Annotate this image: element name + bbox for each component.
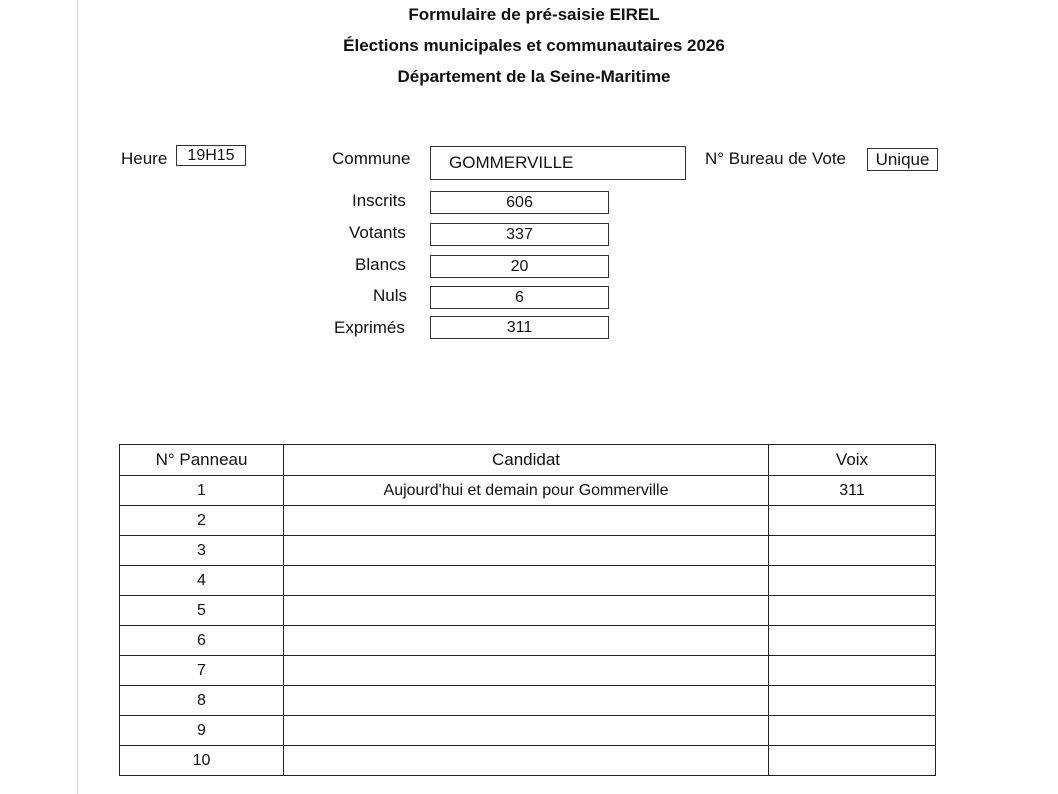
voix-cell[interactable]	[769, 686, 936, 716]
bureau-field[interactable]: Unique	[867, 148, 938, 171]
voix-cell[interactable]	[769, 656, 936, 686]
exprimes-label: Exprimés	[334, 318, 405, 337]
voix-cell[interactable]	[769, 566, 936, 596]
table-row	[120, 716, 936, 746]
panneau-cell: 4	[120, 566, 284, 596]
candidat-cell[interactable]	[284, 506, 769, 536]
panneau-cell: 1	[120, 476, 284, 506]
commune-label: Commune	[332, 149, 411, 168]
table-row	[120, 656, 936, 686]
inscrits-label: Inscrits	[352, 191, 406, 210]
candidat-cell[interactable]	[284, 716, 769, 746]
heure-label: Heure	[121, 149, 168, 168]
form-title: Formulaire de pré-saisie EIREL	[408, 5, 660, 24]
table-header-row	[120, 445, 936, 476]
candidat-cell[interactable]	[284, 566, 769, 596]
table-row	[120, 506, 936, 536]
results-table	[119, 444, 936, 776]
candidat-cell[interactable]	[284, 746, 769, 776]
header-panneau: N° Panneau	[120, 445, 284, 476]
panneau-cell: 7	[120, 656, 284, 686]
table-row	[120, 596, 936, 626]
panneau-cell: 3	[120, 536, 284, 566]
candidat-cell[interactable]	[284, 626, 769, 656]
election-title: Élections municipales et communautaires 2026	[343, 36, 725, 55]
candidat-cell[interactable]	[284, 686, 769, 716]
department-title: Département de la Seine-Maritime	[397, 67, 671, 86]
voix-cell[interactable]	[769, 536, 936, 566]
blancs-label: Blancs	[355, 255, 407, 274]
table-row	[120, 686, 936, 716]
voix-cell[interactable]	[769, 506, 936, 536]
voix-cell[interactable]	[769, 746, 936, 776]
votants-field[interactable]: 337	[430, 223, 609, 246]
candidat-cell[interactable]: Aujourd'hui et demain pour Gommerville	[284, 476, 769, 506]
commune-field[interactable]: GOMMERVILLE	[430, 146, 686, 180]
heure-field[interactable]: 19H15	[176, 145, 246, 166]
header-candidat: Candidat	[284, 445, 769, 476]
table-row	[120, 626, 936, 656]
panneau-cell: 2	[120, 506, 284, 536]
voix-cell[interactable]	[769, 716, 936, 746]
panneau-cell: 8	[120, 686, 284, 716]
votants-label: Votants	[349, 223, 406, 242]
panneau-cell: 5	[120, 596, 284, 626]
panneau-cell: 9	[120, 716, 284, 746]
voix-cell[interactable]	[769, 596, 936, 626]
bureau-label: N° Bureau de Vote	[705, 149, 847, 168]
blancs-field[interactable]: 20	[430, 255, 609, 278]
page-margin-line	[77, 0, 78, 794]
nuls-field[interactable]: 6	[430, 286, 609, 309]
candidat-cell[interactable]	[284, 596, 769, 626]
table-row	[120, 746, 936, 776]
exprimes-field[interactable]: 311	[430, 316, 609, 339]
table-row	[120, 566, 936, 596]
panneau-cell: 10	[120, 746, 284, 776]
table-row	[120, 536, 936, 566]
nuls-label: Nuls	[373, 286, 408, 305]
candidat-cell[interactable]	[284, 656, 769, 686]
voix-cell[interactable]: 311	[769, 476, 936, 506]
inscrits-field[interactable]: 606	[430, 191, 609, 214]
candidat-cell[interactable]	[284, 536, 769, 566]
voix-cell[interactable]	[769, 626, 936, 656]
table-row	[120, 476, 936, 506]
panneau-cell: 6	[120, 626, 284, 656]
header-voix: Voix	[769, 445, 936, 476]
